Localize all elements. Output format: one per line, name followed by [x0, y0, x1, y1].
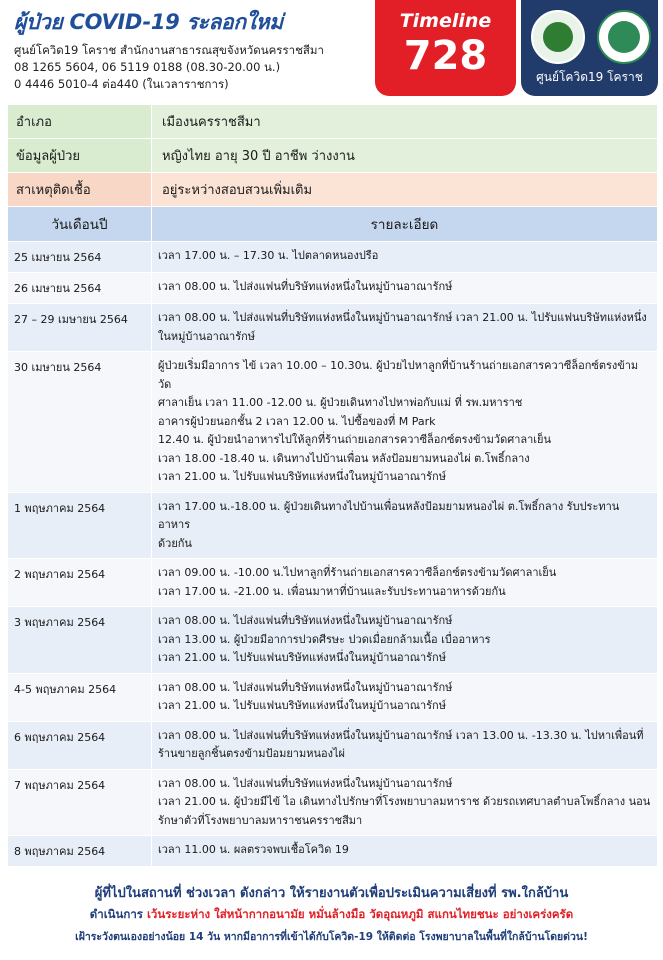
- detail-line: ศาลาเย็น เวลา 11.00 -12.00 น. ผู้ป่วยเดินทางไปหาพ่อกับแม่ ที่ รพ.มหาราช: [158, 396, 523, 409]
- info-value: หญิงไทย อายุ 30 ปี อาชีพ ว่างงาน: [152, 139, 658, 173]
- row-date: 6 พฤษภาคม 2564: [8, 721, 152, 769]
- row-details: [152, 607, 658, 674]
- row-details: [152, 242, 658, 273]
- detail-line: เวลา 08.00 น. ไปส่งแฟนที่บริษัทแห่งหนึ่งในหมู่บ้านอาณารักษ์ เวลา 21.00 น. ไปรับแฟนบริษัทแห่งหนึ่ง: [158, 311, 647, 324]
- row-date: 30 เมษายน 2564: [8, 352, 152, 493]
- table-row: [8, 769, 658, 836]
- detail-line: ด้วยกัน: [158, 536, 192, 550]
- detail-line: ร้านขายลูกชิ้นตรงข้ามป้อมยามหนองไผ่: [158, 747, 345, 760]
- row-date: 1 พฤษภาคม 2564: [8, 492, 152, 559]
- table-row: [8, 492, 658, 559]
- logo-caption: ศูนย์โควิด19 โคราช: [536, 70, 643, 84]
- info-row-district: [8, 105, 658, 139]
- table-row: [8, 607, 658, 674]
- header-phone-line: 08 1265 5604, 06 5119 0188 (08.30-20.00 น.): [14, 60, 281, 74]
- row-details: [152, 673, 658, 721]
- row-details: [152, 304, 658, 352]
- detail-line: อาคารผู้ป่วยนอกชั้น 2 เวลา 12.00 น. ไปซื้อของที่ M Park: [158, 414, 436, 428]
- detail-line: เวลา 18.00 -18.40 น. เดินทางไปบ้านเพื่อน หลังป้อมยามหนองไผ่ ต.โพธิ์กลาง: [158, 451, 530, 465]
- footer: [0, 882, 663, 945]
- detail-line: เวลา 08.00 น. ไปส่งแฟนที่บริษัทแห่งหนึ่งในหมู่บ้านอาณารักษ์ เวลา 13.00 น. -13.30 น. ไปหาเพื่อนที่: [158, 728, 644, 742]
- info-row-cause: [8, 173, 658, 207]
- detail-line: ในหมู่บ้านอาณารักษ์: [158, 329, 256, 343]
- detail-line: เวลา 13.00 น. ผู้ป่วยมีอาการปวดศีรษะ ปวดเมื่อยกล้ามเนื้อ เบื่ออาหาร: [158, 632, 491, 646]
- provincial-health-office-seal-icon: [531, 10, 585, 64]
- detail-line: 12.40 น. ผู้ป่วยนำอาหารไปให้ลูกที่ร้านถ่ายเอกสารควาซีล็อกซ์ตรงข้ามวัดศาลาเย็น: [158, 433, 552, 446]
- row-date: 8 พฤษภาคม 2564: [8, 836, 152, 867]
- info-key: อำเภอ: [8, 105, 152, 139]
- table-row: [8, 673, 658, 721]
- info-value: อยู่ระหว่างสอบสวนเพิ่มเติม: [152, 173, 658, 207]
- info-value: เมืองนครราชสีมา: [152, 105, 658, 139]
- footer-action-prefix: ดำเนินการ: [89, 907, 143, 921]
- row-details: [152, 769, 658, 836]
- table-row: [8, 721, 658, 769]
- detail-line: เวลา 11.00 น. ผลตรวจพบเชื้อโควิด 19: [158, 843, 349, 856]
- footer-action-notice: [0, 906, 663, 924]
- detail-line: เวลา 08.00 น. ไปส่งแฟนที่บริษัทแห่งหนึ่งในหมู่บ้านอาณารักษ์: [158, 614, 453, 627]
- detail-line: เวลา 21.00 น. ไปรับแฟนบริษัทแห่งหนึ่งในหมู่บ้านอาณารักษ์: [158, 470, 446, 483]
- detail-line: เวลา 21.00 น. ไปรับแฟนบริษัทแห่งหนึ่งในหมู่บ้านอาณารักษ์: [158, 651, 446, 664]
- logo-panel: [521, 0, 658, 96]
- footer-action-highlight: เว้นระยะห่าง ใส่หน้ากากอนามัย หมั่นล้างมือ วัดอุณหภูมิ สแกนไทยชนะ อย่างเคร่งครัด: [147, 907, 574, 921]
- detail-line: เวลา 09.00 น. -10.00 น.ไปหาลูกที่ร้านถ่ายเอกสารควาซีล็อกซ์ตรงข้ามวัดศาลาเย็น: [158, 566, 557, 579]
- detail-line: เวลา 17.00 น. – 17.30 น. ไปตลาดหนองปรือ: [158, 249, 379, 262]
- row-date: 3 พฤษภาคม 2564: [8, 607, 152, 674]
- timeline-number: 728: [403, 33, 488, 79]
- row-date: 2 พฤษภาคม 2564: [8, 559, 152, 607]
- detail-line: เวลา 08.00 น. ไปส่งแฟนที่บริษัทแห่งหนึ่งในหมู่บ้านอาณารักษ์: [158, 680, 453, 694]
- row-date: 27 – 29 เมษายน 2564: [8, 304, 152, 352]
- header: [0, 0, 663, 100]
- row-details: [152, 273, 658, 304]
- column-header-date: วันเดือนปี: [8, 207, 152, 242]
- timeline-table: [7, 104, 658, 867]
- detail-line: เวลา 21.00 น. ผู้ป่วยมีไข้ ไอ เดินทางไปรักษาที่โรงพยาบาลมหาราช ด้วยรถเทศบาลตำบลโพธิ์กลาง นอน: [158, 795, 651, 808]
- table-row: [8, 242, 658, 273]
- row-date: 25 เมษายน 2564: [8, 242, 152, 273]
- detail-line: รักษาตัวที่โรงพยาบาลมหาราชนครราชสีมา: [158, 813, 363, 827]
- timeline-badge: [375, 0, 516, 96]
- detail-line: ผู้ป่วยเริ่มมีอาการ ไข้ เวลา 10.00 – 10.30น. ผู้ป่วยไปหาลูกที่บ้านร้านถ่ายเอกสารควาซีล็อกซ์ตรงข้ามวัด: [158, 359, 639, 391]
- detail-line: เวลา 21.00 น. ไปรับแฟนบริษัทแห่งหนึ่งในหมู่บ้านอาณารักษ์: [158, 699, 446, 712]
- header-org-line: ศูนย์โควิด19 โคราช สำนักงานสาธารณสุขจังหวัดนครราชสีมา: [14, 43, 324, 57]
- column-header-details: รายละเอียด: [152, 207, 658, 242]
- footer-self-monitor-notice: เฝ้าระวังตนเองอย่างน้อย 14 วัน หากมีอาการที่เข้าได้กับโควิด-19 ให้ติดต่อ โรงพยาบาลในพื้นที่ใกล้บ้านโดยด่วน!: [75, 931, 588, 943]
- row-details: [152, 559, 658, 607]
- table-row: [8, 273, 658, 304]
- row-details: [152, 352, 658, 493]
- info-row-patient: [8, 139, 658, 173]
- table-header-row: [8, 207, 658, 242]
- detail-line: เวลา 17.00 น. -21.00 น. เพื่อนมาหาที่บ้านและรับประทานอาหารด้วยกัน: [158, 584, 506, 598]
- page-title: ผู้ป่วย COVID-19 ระลอกใหม่: [14, 10, 283, 34]
- row-date: 7 พฤษภาคม 2564: [8, 769, 152, 836]
- row-date: 26 เมษายน 2564: [8, 273, 152, 304]
- info-key: สาเหตุติดเชื้อ: [8, 173, 152, 207]
- row-details: [152, 836, 658, 867]
- header-office-phone-line: 0 4446 5010-4 ต่อ440 (ในเวลาราชการ): [14, 77, 229, 91]
- table-row: [8, 836, 658, 867]
- info-key: ข้อมูลผู้ป่วย: [8, 139, 152, 173]
- row-details: [152, 721, 658, 769]
- table-row: [8, 559, 658, 607]
- row-details: [152, 492, 658, 559]
- table-row: [8, 304, 658, 352]
- detail-line: เวลา 08.00 น. ไปส่งแฟนที่บริษัทแห่งหนึ่งในหมู่บ้านอาณารักษ์: [158, 280, 453, 293]
- ministry-of-public-health-logo-icon: [597, 10, 651, 64]
- detail-line: เวลา 08.00 น. ไปส่งแฟนที่บริษัทแห่งหนึ่งในหมู่บ้านอาณารักษ์: [158, 776, 453, 790]
- detail-line: เวลา 17.00 น.-18.00 น. ผู้ป่วยเดินทางไปบ้านเพื่อนหลังป้อมยามหนองไผ่ ต.โพธิ์กลาง รับประทานอาหาร: [158, 499, 620, 531]
- row-date: 4-5 พฤษภาคม 2564: [8, 673, 152, 721]
- timeline-label: Timeline: [399, 10, 492, 32]
- footer-report-notice: ผู้ที่ไปในสถานที่ ช่วงเวลา ดังกล่าว ให้รายงานตัวเพื่อประเมินความเสี่ยงที่ รพ.ใกล้บ้าน: [94, 886, 569, 901]
- table-row: [8, 352, 658, 493]
